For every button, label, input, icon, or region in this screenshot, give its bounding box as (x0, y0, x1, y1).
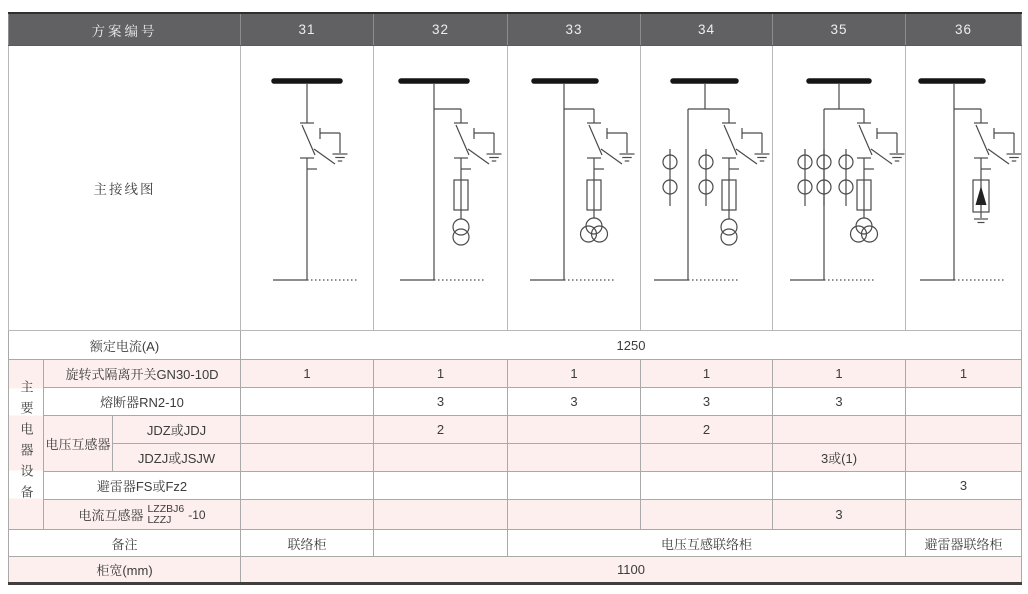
table-cell (241, 500, 374, 530)
remarks-cell-33-35: 电压互感联络柜 (508, 530, 906, 557)
header-row (9, 13, 1022, 46)
table-cell (241, 388, 374, 416)
current-transformer-label (44, 500, 241, 530)
cabinet-width-label: 柜宽(mm) (9, 557, 241, 584)
table-cell (508, 444, 641, 472)
scheme-33-header: 33 (508, 13, 641, 46)
main-equipment-vertical-label: 主要电器设备 (18, 380, 34, 506)
table-cell (773, 472, 906, 500)
rated-current-value: 1250 (241, 331, 1022, 360)
equipment-row-vt-jdzj (9, 444, 1022, 472)
table-cell (508, 500, 641, 530)
table-cell (374, 500, 508, 530)
voltage-transformer-group-label: 电压互感器 (44, 416, 113, 472)
table-cell: 3 (508, 388, 641, 416)
remarks-cell-32 (374, 530, 508, 557)
disconnector-label: 旋转式隔离开关GN30-10D (44, 360, 241, 388)
table-cell: 3或(1) (773, 444, 906, 472)
scheme-34-header: 34 (641, 13, 773, 46)
table-cell (906, 500, 1022, 530)
scheme-32-header: 32 (374, 13, 508, 46)
wiring-diagram-32 (374, 46, 508, 331)
table-cell: 3 (374, 388, 508, 416)
equipment-row-vt-jdz (9, 416, 1022, 444)
table-cell: 1 (508, 360, 641, 388)
table-cell (241, 444, 374, 472)
cabinet-width-value: 1100 (241, 557, 1022, 584)
table-cell (374, 472, 508, 500)
scheme-31-header: 31 (241, 13, 374, 46)
table-cell: 3 (641, 388, 773, 416)
equipment-row-current-transformer (9, 500, 1022, 530)
cabinet-width-row (9, 557, 1022, 584)
table-cell (773, 416, 906, 444)
equipment-row-fuse (9, 388, 1022, 416)
current-transformer-model-bottom: LZZJ (147, 513, 172, 526)
current-transformer-model-stack (147, 504, 184, 526)
remarks-cell-36: 避雷器联络柜 (906, 530, 1022, 557)
table-cell (641, 472, 773, 500)
table-cell: 1 (241, 360, 374, 388)
rated-current-label: 额定电流(A) (9, 331, 241, 360)
table-cell (374, 444, 508, 472)
current-transformer-model-top: LZZBJ6 (147, 502, 185, 515)
table-cell (906, 416, 1022, 444)
wiring-diagram-34 (641, 46, 773, 331)
equipment-row-disconnector (9, 360, 1022, 388)
table-cell (241, 416, 374, 444)
scheme-36-header: 36 (906, 13, 1022, 46)
table-cell: 3 (906, 472, 1022, 500)
table-cell (508, 472, 641, 500)
main-equipment-vertical-label-cell (9, 360, 44, 530)
arrester-label: 避雷器FS或Fz2 (44, 472, 241, 500)
vt-jdz-label: JDZ或JDJ (113, 416, 241, 444)
table-cell: 2 (641, 416, 773, 444)
table-cell: 3 (773, 388, 906, 416)
remarks-label: 备注 (9, 530, 241, 557)
equipment-row-arrester (9, 472, 1022, 500)
current-transformer-label-suffix: -10 (188, 507, 206, 522)
scheme-number-header: 方案编号 (9, 13, 241, 46)
fuse-label: 熔断器RN2-10 (44, 388, 241, 416)
table-cell: 2 (374, 416, 508, 444)
wiring-diagram-33 (508, 46, 641, 331)
table-cell (241, 472, 374, 500)
table-cell: 1 (641, 360, 773, 388)
current-transformer-label-prefix: 电流互感器 (78, 508, 144, 523)
table-cell (906, 444, 1022, 472)
main-wiring-diagram-label: 主接线图 (9, 46, 241, 331)
remarks-cell-31: 联络柜 (241, 530, 374, 557)
scheme-table (8, 12, 1022, 585)
remarks-row (9, 530, 1022, 557)
diagram-row (9, 46, 1022, 331)
wiring-diagram-31 (241, 46, 374, 331)
table-cell: 1 (773, 360, 906, 388)
table-cell (508, 416, 641, 444)
table-cell: 1 (374, 360, 508, 388)
wiring-diagram-36 (906, 46, 1022, 331)
rated-current-row (9, 331, 1022, 360)
table-cell: 3 (773, 500, 906, 530)
table-cell (641, 500, 773, 530)
scheme-35-header: 35 (773, 13, 906, 46)
vt-jdzj-label: JDZJ或JSJW (113, 444, 241, 472)
table-cell: 1 (906, 360, 1022, 388)
table-cell (641, 444, 773, 472)
table-cell (906, 388, 1022, 416)
wiring-diagram-35 (773, 46, 906, 331)
